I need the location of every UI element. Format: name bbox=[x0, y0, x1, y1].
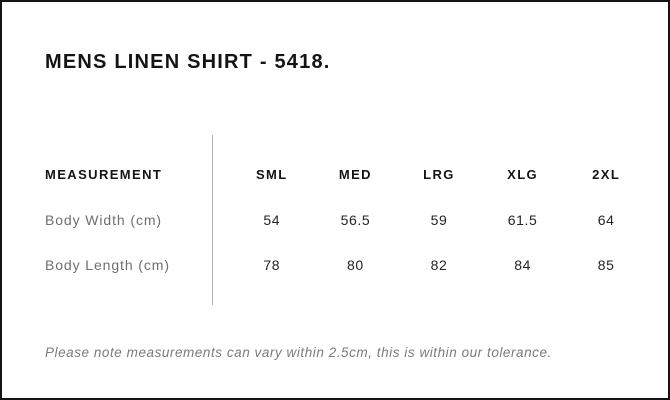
column-header-xlg: XLG bbox=[507, 166, 539, 182]
cell-body-length-xlg: 84 bbox=[514, 257, 531, 273]
row-label: Body Width (cm) bbox=[45, 212, 162, 228]
page-title: MENS LINEN SHIRT - 5418. bbox=[45, 51, 331, 73]
column-header-2xl: 2XL bbox=[592, 166, 621, 182]
column-header-med: MED bbox=[338, 166, 372, 182]
cell-body-length-sml: 78 bbox=[263, 257, 281, 273]
row-label: Body Length (cm) bbox=[45, 257, 170, 273]
column-header-sml: SML bbox=[255, 166, 288, 182]
cell-body-width-lrg: 59 bbox=[430, 212, 448, 228]
cell-body-width-med: 56.5 bbox=[340, 212, 371, 228]
cell-body-width-sml: 54 bbox=[263, 212, 281, 228]
table-row-body-width bbox=[45, 209, 648, 231]
table-header-row bbox=[45, 163, 648, 185]
column-header-measurement: MEASUREMENT bbox=[45, 166, 163, 182]
cell-body-length-med: 80 bbox=[347, 257, 364, 273]
cell-body-length-2xl: 85 bbox=[597, 257, 615, 273]
cell-body-width-xlg: 61.5 bbox=[507, 212, 538, 228]
cell-body-length-lrg: 82 bbox=[430, 257, 448, 273]
cell-body-width-2xl: 64 bbox=[597, 212, 615, 228]
table-row-body-length bbox=[45, 254, 648, 276]
column-header-lrg: LRG bbox=[423, 166, 455, 182]
tolerance-note: Please note measurements can vary within 2.5cm, this is within our tolerance. bbox=[45, 345, 552, 360]
